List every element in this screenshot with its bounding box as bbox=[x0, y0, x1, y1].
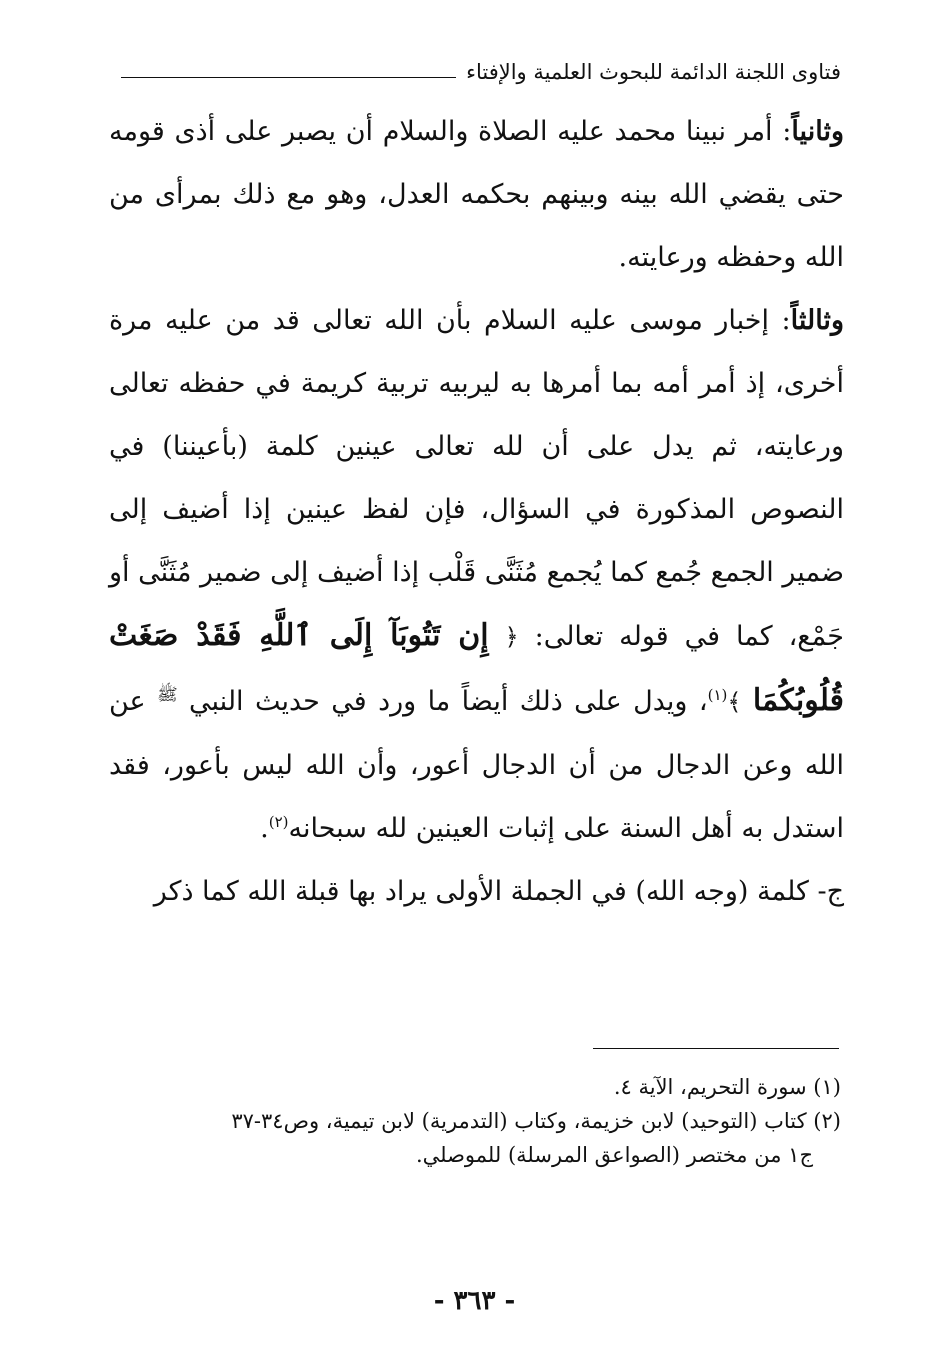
quran-verse: إِن تَتُوبَآ إِلَى ٱللَّهِ فَقَدْ صَغَتْ قُلُوبُكُمَا bbox=[109, 618, 844, 718]
paragraph-lead: وثانياً bbox=[791, 116, 844, 147]
footnote-ref-1[interactable]: (١) bbox=[707, 686, 728, 704]
footnote-2-continuation: ج١ من مختصر (الصواعق المرسلة) للموصلي. bbox=[415, 1143, 813, 1167]
page-number: - ٣٦٣ - bbox=[433, 1286, 516, 1316]
body-text bbox=[109, 100, 844, 923]
paragraph-text: عن الله وعن الدجال من أن الدجال أعور، وأن الله ليس بأعور، فقد استدل به أهل السنة على إثبات العينين لله سبحانه bbox=[109, 686, 844, 844]
running-title: فتاوى اللجنة الدائمة للبحوث العلمية والإفتاء bbox=[466, 60, 841, 84]
paragraph-c bbox=[109, 860, 844, 923]
footnote-ref-2[interactable]: (٢) bbox=[268, 813, 289, 831]
verse-close-bracket: ﴾ bbox=[727, 688, 742, 716]
paragraph-text: : إخبار موسى عليه السلام بأن الله تعالى قد من عليه مرة أخرى، إذ أمر أمه بما أمرها به ليربيه تربية كريمة في حفظه تعالى ورعايته، ثم يدل على أن لله تعالى عينين كلمة (بأعيننا) في النصوص المذكورة في السؤال، فإن لفظ عينين إذا أضيف إلى ضمير الجمع جُمع كما يُجمع مُثَنَّى قَلْب إذا أضيف إلى ضمير مُثَنَّى أو جَمْع، كما في قوله تعالى: bbox=[109, 305, 844, 652]
paragraph-text: : أمر نبينا محمد عليه الصلاة والسلام أن يصبر على أذى قومه حتى يقضي الله بينه وبينهم بحكمه العدل، وهو مع ذلك بمرأى من الله وحفظه ورعايته. bbox=[109, 116, 844, 273]
paragraph-text: ، ويدل على ذلك أيضاً ما ورد في حديث النبي bbox=[177, 686, 708, 717]
paragraph-secondly bbox=[109, 100, 844, 289]
paragraph-lead: وثالثاً bbox=[790, 305, 844, 336]
running-header bbox=[121, 56, 841, 88]
honorific-symbol: ﷺ bbox=[157, 685, 178, 705]
footnote-separator bbox=[593, 1048, 839, 1049]
paragraph-thirdly bbox=[109, 289, 844, 860]
header-rule bbox=[121, 77, 456, 78]
verse-open-bracket: ﴿ bbox=[504, 623, 519, 651]
footnote-2: (٢) كتاب (التوحيد) لابن خزيمة، وكتاب (التدمرية) لابن تيمية، وص٣٤-٣٧ bbox=[231, 1109, 841, 1133]
paragraph-text: ج- كلمة (وجه الله) في الجملة الأولى يراد بها قبلة الله كما ذكر bbox=[153, 876, 844, 907]
footnote-1: (١) سورة التحريم، الآية ٤. bbox=[613, 1075, 841, 1099]
footnotes bbox=[106, 1070, 841, 1172]
paragraph-end: . bbox=[260, 813, 269, 844]
